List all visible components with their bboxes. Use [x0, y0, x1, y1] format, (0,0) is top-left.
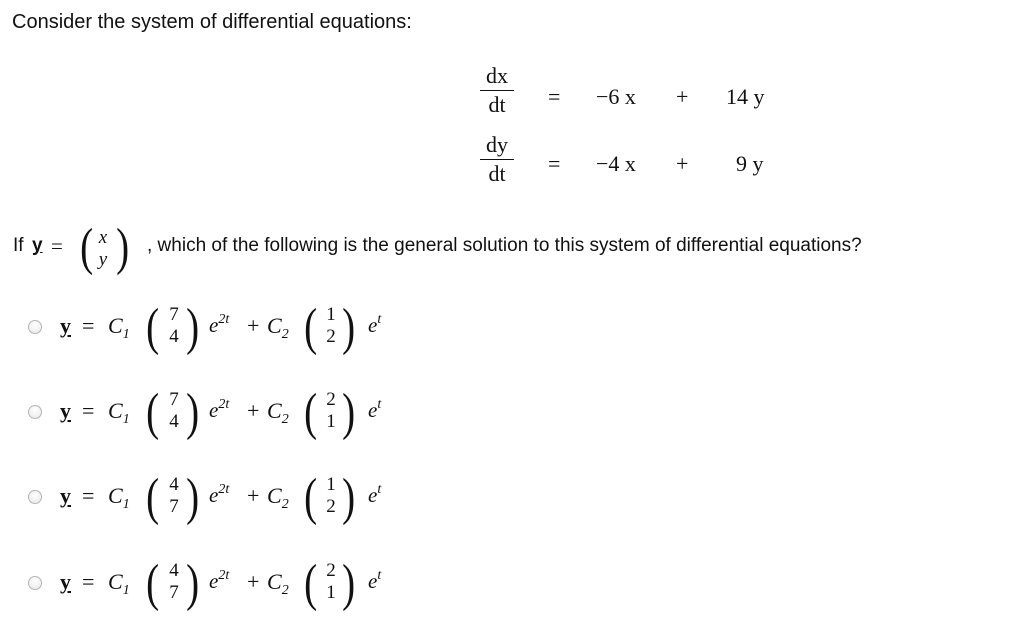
plus-sign: +	[676, 151, 689, 176]
vector-entry: 4	[169, 326, 179, 347]
vector-entry: y	[98, 249, 108, 270]
left-paren: (	[304, 299, 318, 356]
radio-button[interactable]	[28, 490, 42, 504]
equals-sign: =	[82, 313, 95, 338]
right-paren: )	[342, 469, 356, 526]
equals-sign: =	[548, 151, 561, 176]
left-paren: (	[304, 469, 318, 526]
vector-entry: 7	[169, 582, 179, 603]
term-y-coefficient: 9 y	[736, 151, 764, 176]
vector-y-symbol: y	[32, 235, 43, 256]
vector-entry: 2	[326, 560, 336, 581]
left-paren: (	[304, 384, 318, 441]
exponential-term-1: $e^{2t}$	[209, 482, 230, 507]
right-paren: )	[186, 555, 200, 612]
vector-entry: 7	[169, 304, 179, 325]
eigenvector-2	[321, 304, 341, 348]
vector-entry: x	[98, 227, 108, 248]
vector-entry: 2	[326, 389, 336, 410]
constant-c2: $C_2$	[267, 313, 289, 342]
term-y-coefficient: 14 y	[726, 84, 765, 109]
constant-c1: $C_1$	[108, 483, 130, 512]
eigenvector-2	[321, 474, 341, 518]
fraction-numerator: dy	[486, 132, 508, 157]
radio-button[interactable]	[28, 320, 42, 334]
fraction-numerator: dx	[486, 63, 508, 88]
equals-sign: =	[51, 234, 63, 258]
right-paren: )	[186, 299, 200, 356]
right-paren: )	[342, 384, 356, 441]
derivative-dy-dt	[480, 133, 514, 186]
constant-c1: $C_1$	[108, 569, 130, 598]
eigenvector-1	[164, 304, 184, 348]
fraction-denominator: dt	[488, 92, 506, 117]
exponential-term-2: $e^t$	[368, 312, 382, 337]
exponential-term-1: $e^{2t}$	[209, 397, 230, 422]
vector-entry: 7	[169, 496, 179, 517]
vector-entry: 1	[326, 304, 336, 325]
exponential-term-1: $e^{2t}$	[209, 312, 230, 337]
exponential-term-2: $e^t$	[368, 482, 382, 507]
constant-c2: $C_2$	[267, 398, 289, 427]
plus-sign: +	[247, 313, 260, 338]
plus-sign: +	[247, 569, 260, 594]
left-paren: (	[304, 555, 318, 612]
eigenvector-2	[321, 560, 341, 604]
equals-sign: =	[82, 569, 95, 594]
eigenvector-2	[321, 389, 341, 433]
question-prefix: If	[13, 235, 24, 256]
answer-option-1[interactable]	[24, 296, 444, 356]
term-x-coefficient: −6 x	[596, 84, 636, 109]
prompt-text: Consider the system of differential equations:	[12, 11, 412, 33]
vector-y-symbol: y	[60, 483, 71, 508]
left-paren: (	[146, 469, 160, 526]
vector-entry: 2	[326, 496, 336, 517]
radio-button[interactable]	[28, 576, 42, 590]
plus-sign: +	[676, 84, 689, 109]
eigenvector-1	[164, 389, 184, 433]
equals-sign: =	[82, 398, 95, 423]
constant-c1: $C_1$	[108, 313, 130, 342]
left-paren: (	[80, 219, 94, 276]
vector-y-symbol: y	[60, 313, 71, 338]
right-paren: )	[186, 384, 200, 441]
fraction-bar	[480, 90, 514, 91]
vector-y-symbol: y	[60, 569, 71, 594]
left-paren: (	[146, 555, 160, 612]
answer-option-2[interactable]	[24, 381, 444, 441]
term-x-coefficient: −4 x	[596, 151, 636, 176]
exponential-term-2: $e^t$	[368, 568, 382, 593]
left-paren: (	[146, 384, 160, 441]
constant-c2: $C_2$	[267, 569, 289, 598]
vector-entry: 1	[326, 411, 336, 432]
radio-button[interactable]	[28, 405, 42, 419]
right-paren: )	[342, 555, 356, 612]
answer-option-4[interactable]	[24, 552, 444, 612]
eigenvector-1	[164, 560, 184, 604]
equals-sign: =	[82, 483, 95, 508]
vector-entry: 7	[169, 389, 179, 410]
vector-xy	[93, 227, 113, 271]
plus-sign: +	[247, 483, 260, 508]
vector-entry: 1	[326, 582, 336, 603]
plus-sign: +	[247, 398, 260, 423]
equals-sign: =	[548, 84, 561, 109]
right-paren: )	[116, 219, 130, 276]
exponential-term-2: $e^t$	[368, 397, 382, 422]
left-paren: (	[146, 299, 160, 356]
question-text: , which of the following is the general solution to this system of differential equations?	[147, 235, 862, 256]
vector-entry: 4	[169, 411, 179, 432]
derivative-dx-dt	[480, 64, 514, 117]
fraction-denominator: dt	[488, 161, 506, 186]
eigenvector-1	[164, 474, 184, 518]
answer-option-3[interactable]	[24, 466, 444, 526]
exponential-term-1: $e^{2t}$	[209, 568, 230, 593]
vector-entry: 1	[326, 474, 336, 495]
vector-y-symbol: y	[60, 398, 71, 423]
right-paren: )	[186, 469, 200, 526]
vector-entry: 2	[326, 326, 336, 347]
fraction-bar	[480, 159, 514, 160]
constant-c1: $C_1$	[108, 398, 130, 427]
vector-entry: 4	[169, 560, 179, 581]
constant-c2: $C_2$	[267, 483, 289, 512]
right-paren: )	[342, 299, 356, 356]
vector-entry: 4	[169, 474, 179, 495]
